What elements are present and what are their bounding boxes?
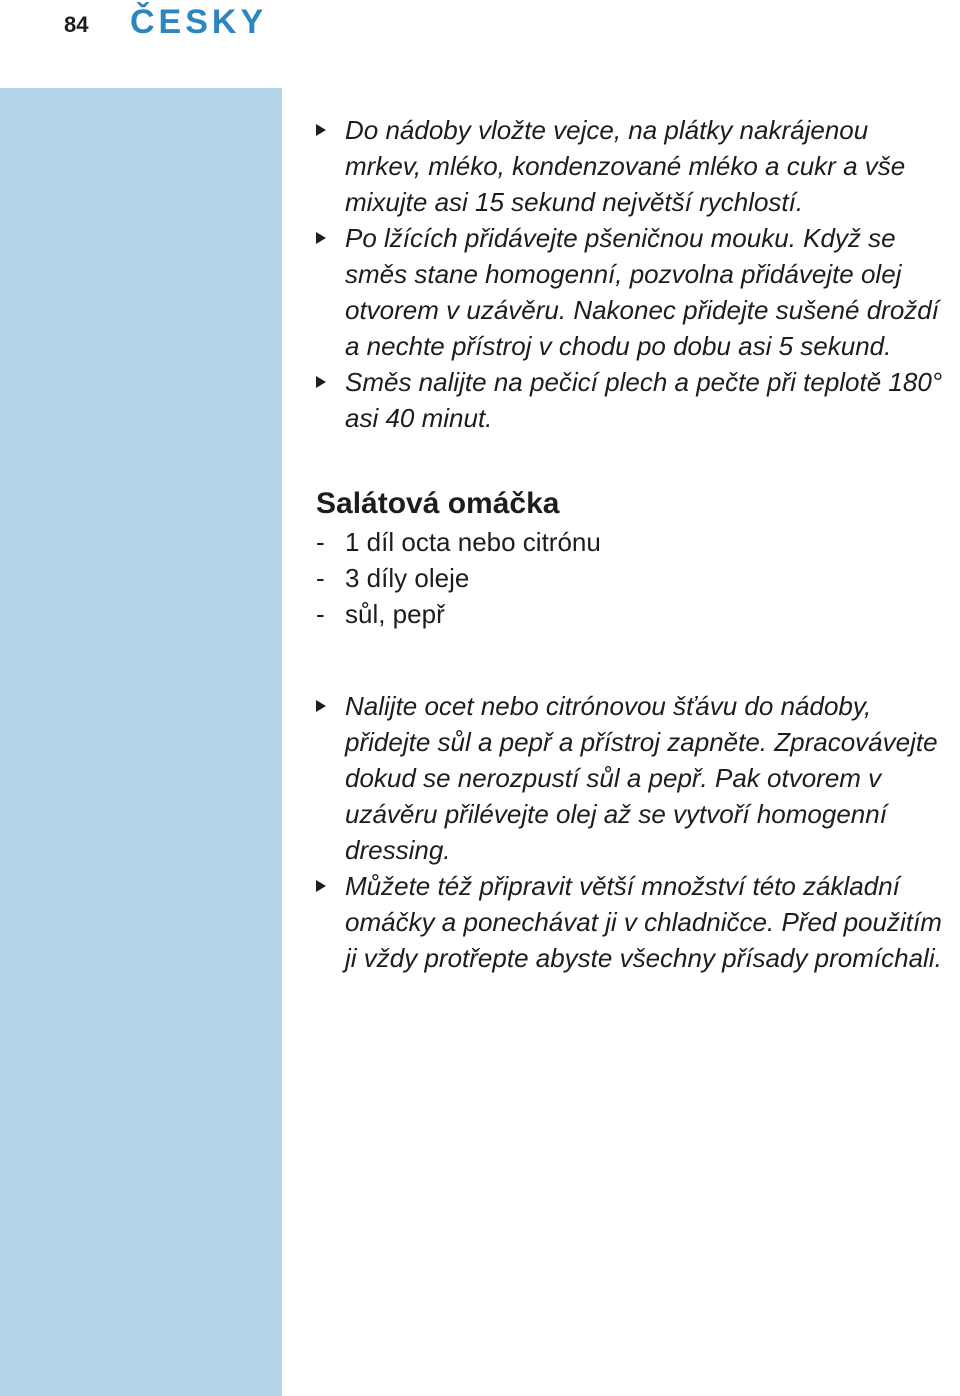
step-text: Nalijte ocet nebo citrónovou šťávu do nádoby, přidejte sůl a pepř a přístroj zapněte. Zpracovávejte dokud se nerozpustí sůl a pepř. Pak otvorem v uzávěru přilévejte olej až se vytvoří homogenní dressing. xyxy=(345,691,938,865)
dash-marker: - xyxy=(316,527,325,557)
page-number: 84 xyxy=(64,12,89,37)
dash-marker: - xyxy=(316,563,325,593)
ingredient-item xyxy=(316,596,946,632)
triangle-right-icon xyxy=(316,880,326,892)
step-text: Po lžících přidávejte pšeničnou mouku. Když se směs stane homogenní, pozvolna přidávejte olej otvorem v uzávěru. Nakonec přidejte sušené droždí a nechte přístroj v chodu po dobu asi 5 sekund. xyxy=(345,223,939,361)
list-item xyxy=(316,868,946,976)
triangle-right-icon xyxy=(316,700,326,712)
list-item xyxy=(316,364,946,436)
list-item xyxy=(316,220,946,364)
dash-marker: - xyxy=(316,599,325,629)
step-text: Můžete též připravit větší množství této základní omáčky a ponechávat ji v chladničce. Před použitím ji vždy protřepte abyste všechny přísady promíchali. xyxy=(345,871,942,973)
dressing-steps-list xyxy=(316,688,946,976)
step-text: Směs nalijte na pečicí plech a pečte při teplotě 180° asi 40 minut. xyxy=(345,367,943,433)
ingredient-text: 3 díly oleje xyxy=(345,563,470,593)
ingredients-list xyxy=(316,524,946,632)
recipe-steps-list xyxy=(316,112,946,436)
ingredient-item xyxy=(316,524,946,560)
step-text: Do nádoby vložte vejce, na plátky nakrájenou mrkev, mléko, kondenzované mléko a cukr a vše mixujte asi 15 sekund největší rychlostí. xyxy=(345,115,906,217)
triangle-right-icon xyxy=(316,232,326,244)
list-item xyxy=(316,112,946,220)
section-heading: Salátová omáčka xyxy=(316,487,560,520)
ingredient-text: sůl, pepř xyxy=(345,599,445,629)
triangle-right-icon xyxy=(316,376,326,388)
ingredient-item xyxy=(316,560,946,596)
main-content xyxy=(316,112,946,976)
list-item xyxy=(316,688,946,868)
triangle-right-icon xyxy=(316,124,326,136)
ingredient-text: 1 díl octa nebo citrónu xyxy=(345,527,601,557)
language-title: ČESKY xyxy=(130,3,268,41)
sidebar-panel xyxy=(0,88,282,1396)
